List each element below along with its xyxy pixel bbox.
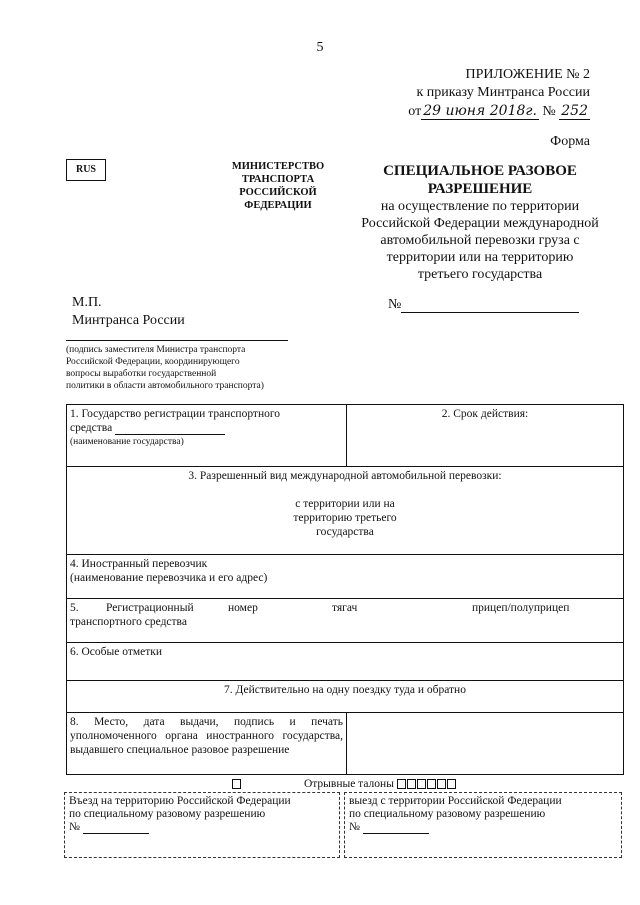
- caption-line: политики в области автомобильного транспорта): [66, 381, 264, 391]
- exit-coupon[interactable]: [344, 792, 622, 858]
- stamp-place: [72, 294, 185, 330]
- title-sub-line: территории или на территорию: [386, 250, 574, 265]
- coupon-number-row: [349, 821, 617, 834]
- field-label: транспортного средства: [70, 616, 187, 628]
- permit-number-field[interactable]: [388, 297, 579, 313]
- square-icon: [447, 779, 456, 789]
- square-icon: [407, 779, 416, 789]
- square-icon: [397, 779, 406, 789]
- field-label-row: [70, 601, 580, 615]
- permit-number-blank[interactable]: [401, 299, 579, 313]
- ministry-line: ТРАНСПОРТА: [241, 174, 315, 185]
- title-sub-line: на осуществление по территории: [380, 199, 580, 214]
- field-registration-state[interactable]: [67, 405, 347, 467]
- field-label: Регистрационный: [106, 602, 194, 614]
- table-row: [67, 681, 624, 713]
- square-icon: [427, 779, 436, 789]
- table-row: [67, 467, 624, 555]
- annex-header: [330, 66, 590, 121]
- caption-line: вопросы выработки государственной: [66, 369, 217, 379]
- document-title: [350, 162, 610, 283]
- entry-coupon[interactable]: [64, 792, 340, 858]
- table-row: [67, 405, 624, 467]
- handwritten-date: 29 июня 2018г.: [423, 103, 537, 119]
- field-label: 3. Разрешенный вид международной автомобильной перевозки:: [188, 470, 502, 482]
- coupon-line: Въезд на территорию Российской Федерации: [69, 795, 291, 807]
- caption-line: Российской Федерации, координирующего: [66, 357, 240, 367]
- square-icon: [417, 779, 426, 789]
- coupon-number-label: №: [69, 821, 80, 833]
- ministry-line: РОССИЙСКОЙ: [239, 187, 317, 198]
- ministry-line: МИНИСТЕРСТВО: [231, 161, 325, 172]
- title-sub-line: третьего государства: [417, 267, 543, 282]
- field-special-notes[interactable]: [67, 643, 624, 681]
- coupon-line: выезд с территории Российской Федерации: [349, 795, 562, 807]
- title-main-line: РАЗРЕШЕНИЕ: [427, 181, 533, 197]
- field-label: 6. Особые отметки: [70, 646, 162, 658]
- transport-type-line: территорию третьего: [293, 512, 397, 524]
- field-label: 4. Иностранный перевозчик: [70, 558, 208, 570]
- field-label: 8. Место, дата выдачи, подпись и печать уполномоченного органа иностранного государства, выдавшего специальное разовое разрешение: [70, 716, 343, 756]
- page-number: 5: [316, 40, 324, 55]
- field-transport-type[interactable]: [67, 467, 624, 555]
- ministry-line: ФЕДЕРАЦИИ: [244, 200, 312, 211]
- coupon-number-blank[interactable]: [83, 822, 149, 834]
- field-note: (наименование государства): [70, 437, 184, 447]
- form-label: Форма: [550, 134, 590, 149]
- signature-line[interactable]: [66, 340, 288, 341]
- field-label: прицеп/полуприцеп: [472, 602, 570, 614]
- field-note: (наименование перевозчика и его адрес): [70, 572, 268, 584]
- field-label: средства: [70, 422, 113, 434]
- caption-line: (подпись заместителя Министра транспорта: [66, 345, 246, 355]
- title-main-line: СПЕЦИАЛЬНОЕ РАЗОВОЕ: [383, 163, 577, 179]
- permit-number-label: №: [388, 297, 402, 312]
- table-row: [67, 643, 624, 681]
- square-icon: [437, 779, 446, 789]
- country-code-box: RUS: [66, 159, 106, 181]
- field-label: 1. Государство регистрации транспортного: [70, 408, 281, 420]
- ministry-name: [218, 160, 338, 212]
- field-validity-trip: [67, 681, 624, 713]
- field-vehicle-registration[interactable]: [67, 599, 624, 643]
- annex-title: ПРИЛОЖЕНИЕ № 2: [465, 67, 590, 82]
- field-label: тягач: [332, 602, 358, 614]
- coupons-label: Отрывные талоны: [303, 778, 394, 790]
- field-number: 5.: [70, 602, 79, 614]
- checkbox-icon: [232, 779, 241, 789]
- coupon-number-row: [69, 821, 335, 834]
- transport-type-line: с территории или на: [295, 498, 395, 510]
- coupon-line: по специальному разовому разрешению: [349, 808, 546, 820]
- stamp-ministry: Минтранса России: [72, 313, 185, 328]
- field-foreign-carrier[interactable]: [67, 555, 624, 599]
- state-blank[interactable]: [115, 423, 225, 435]
- field-label-cont: [70, 421, 343, 435]
- signature-caption: [66, 344, 326, 392]
- coupon-number-label: №: [349, 821, 360, 833]
- field-label: номер: [228, 602, 258, 614]
- field-label: 2. Срок действия:: [441, 408, 529, 420]
- permit-form-table: [66, 404, 624, 775]
- field-issue-details[interactable]: [67, 713, 347, 775]
- coupon-number-blank[interactable]: [363, 822, 429, 834]
- tear-off-coupons-header: [66, 778, 623, 790]
- field-validity-period[interactable]: [347, 405, 624, 467]
- annex-date-line: [330, 102, 590, 121]
- coupon-line: по специальному разовому разрешению: [69, 808, 266, 820]
- title-sub-line: автомобильной перевозки груза с: [380, 233, 580, 248]
- table-row: [67, 555, 624, 599]
- stamp-mp: М.П.: [72, 295, 102, 310]
- table-row: [67, 599, 624, 643]
- issue-details-blank[interactable]: [347, 713, 624, 775]
- annex-order-ref: к приказу Минтранса России: [416, 85, 590, 100]
- table-row: [67, 713, 624, 775]
- handwritten-number: 252: [561, 103, 588, 119]
- field-label: 7. Действительно на одну поездку туда и обратно: [224, 684, 466, 696]
- date-prefix: от: [408, 104, 422, 119]
- title-sub-line: Российской Федерации международной: [361, 216, 599, 231]
- number-prefix: №: [542, 104, 556, 119]
- transport-type-line: государства: [316, 526, 374, 538]
